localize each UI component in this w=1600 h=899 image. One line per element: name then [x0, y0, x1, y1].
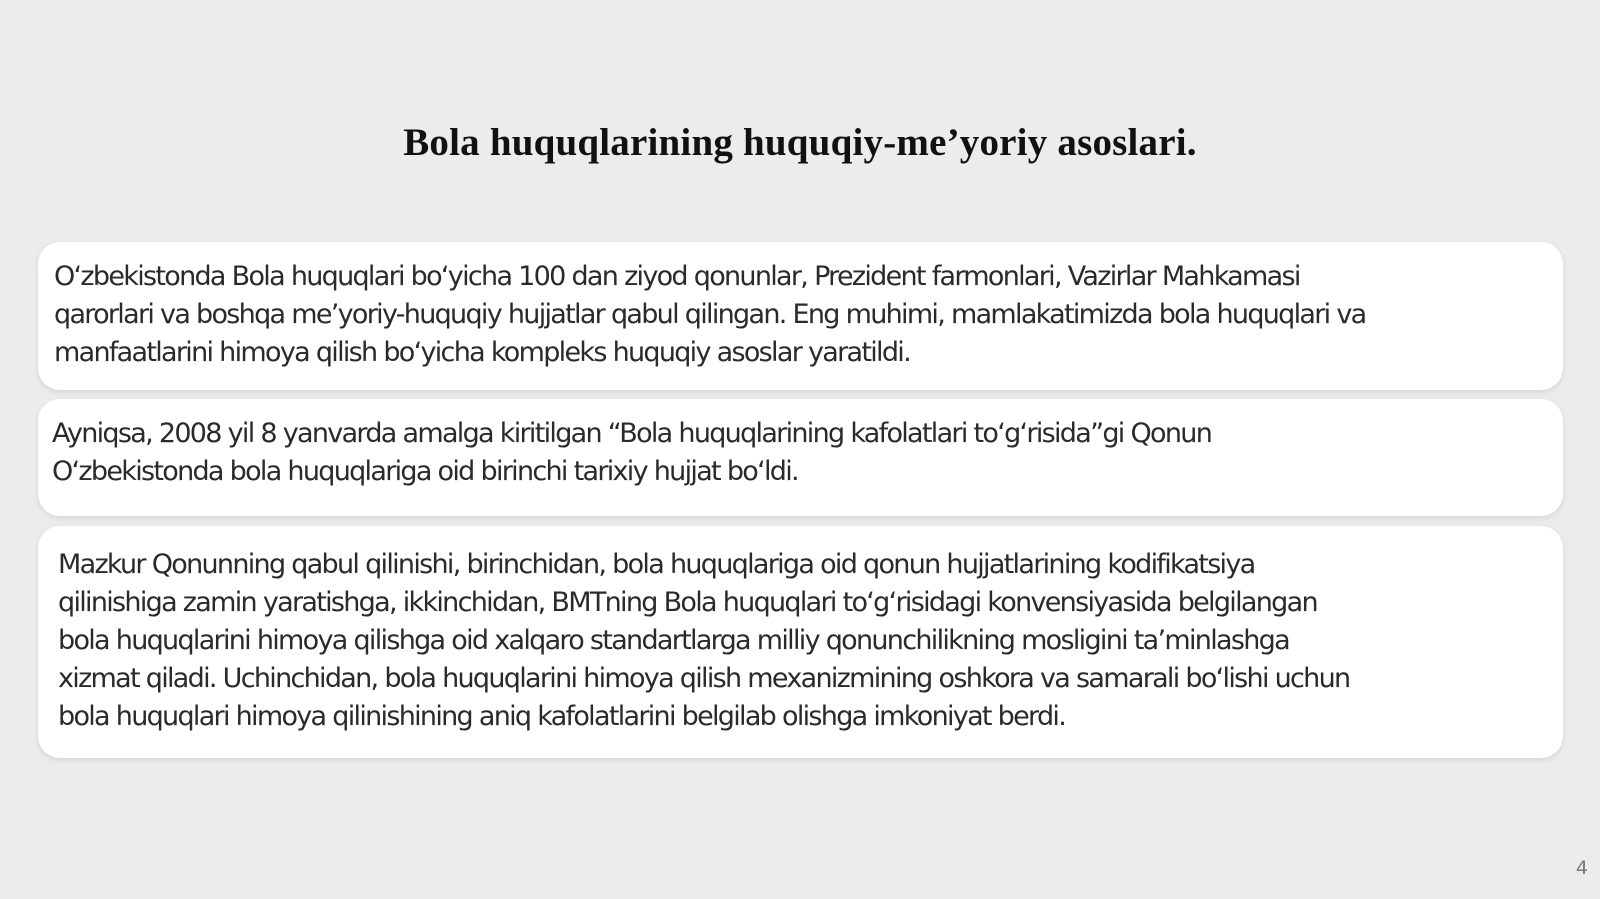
- paragraph-line: manfaatlarini himoya qilish bo‘yicha kompleks huquqiy asoslar yaratildi.: [54, 337, 910, 368]
- text-card-2008-law: [38, 399, 1563, 516]
- paragraph-line: Mazkur Qonunning qabul qilinishi, birinchidan, bola huquqlariga oid qonun hujjatlarining kodifikatsiya: [58, 549, 1255, 580]
- text-card-legal-framework: [38, 242, 1563, 390]
- paragraph-line: xizmat qiladi. Uchinchidan, bola huquqlarini himoya qilish mexanizmining oshkora va samarali bo‘lishi uchun: [58, 663, 1350, 694]
- slide-title: Bola huquqlarining huquqiy-me’yoriy asoslari.: [403, 121, 1197, 164]
- page-number: 4: [1575, 857, 1588, 879]
- paragraph-line: Ayniqsa, 2008 yil 8 yanvarda amalga kiritilgan “Bola huquqlarining kafolatlari to‘g‘risida”gi Qonun: [52, 418, 1212, 449]
- paragraph-line: O‘zbekistonda Bola huquqlari bo‘yicha 100 dan ziyod qonunlar, Prezident farmonlari, Vazirlar Mahkamasi: [54, 261, 1300, 292]
- text-card-law-significance: [38, 526, 1563, 758]
- paragraph-line: bola huquqlarini himoya qilishga oid xalqaro standartlarga milliy qonunchilikning mosligini ta’minlashga: [58, 625, 1289, 656]
- paragraph-line: qilinishiga zamin yaratishga, ikkinchidan, BMTning Bola huquqlari to‘g‘risidagi konvensiyasida belgilangan: [58, 587, 1317, 618]
- paragraph-line: O‘zbekistonda bola huquqlariga oid birinchi tarixiy hujjat bo‘ldi.: [52, 456, 798, 487]
- paragraph-line: qarorlari va boshqa me’yoriy-huquqiy hujjatlar qabul qilingan. Eng muhimi, mamlakatimizda bola huquqlari va: [54, 299, 1366, 330]
- paragraph-line: bola huquqlari himoya qilinishining aniq kafolatlarini belgilab olishga imkoniyat berdi.: [58, 701, 1066, 732]
